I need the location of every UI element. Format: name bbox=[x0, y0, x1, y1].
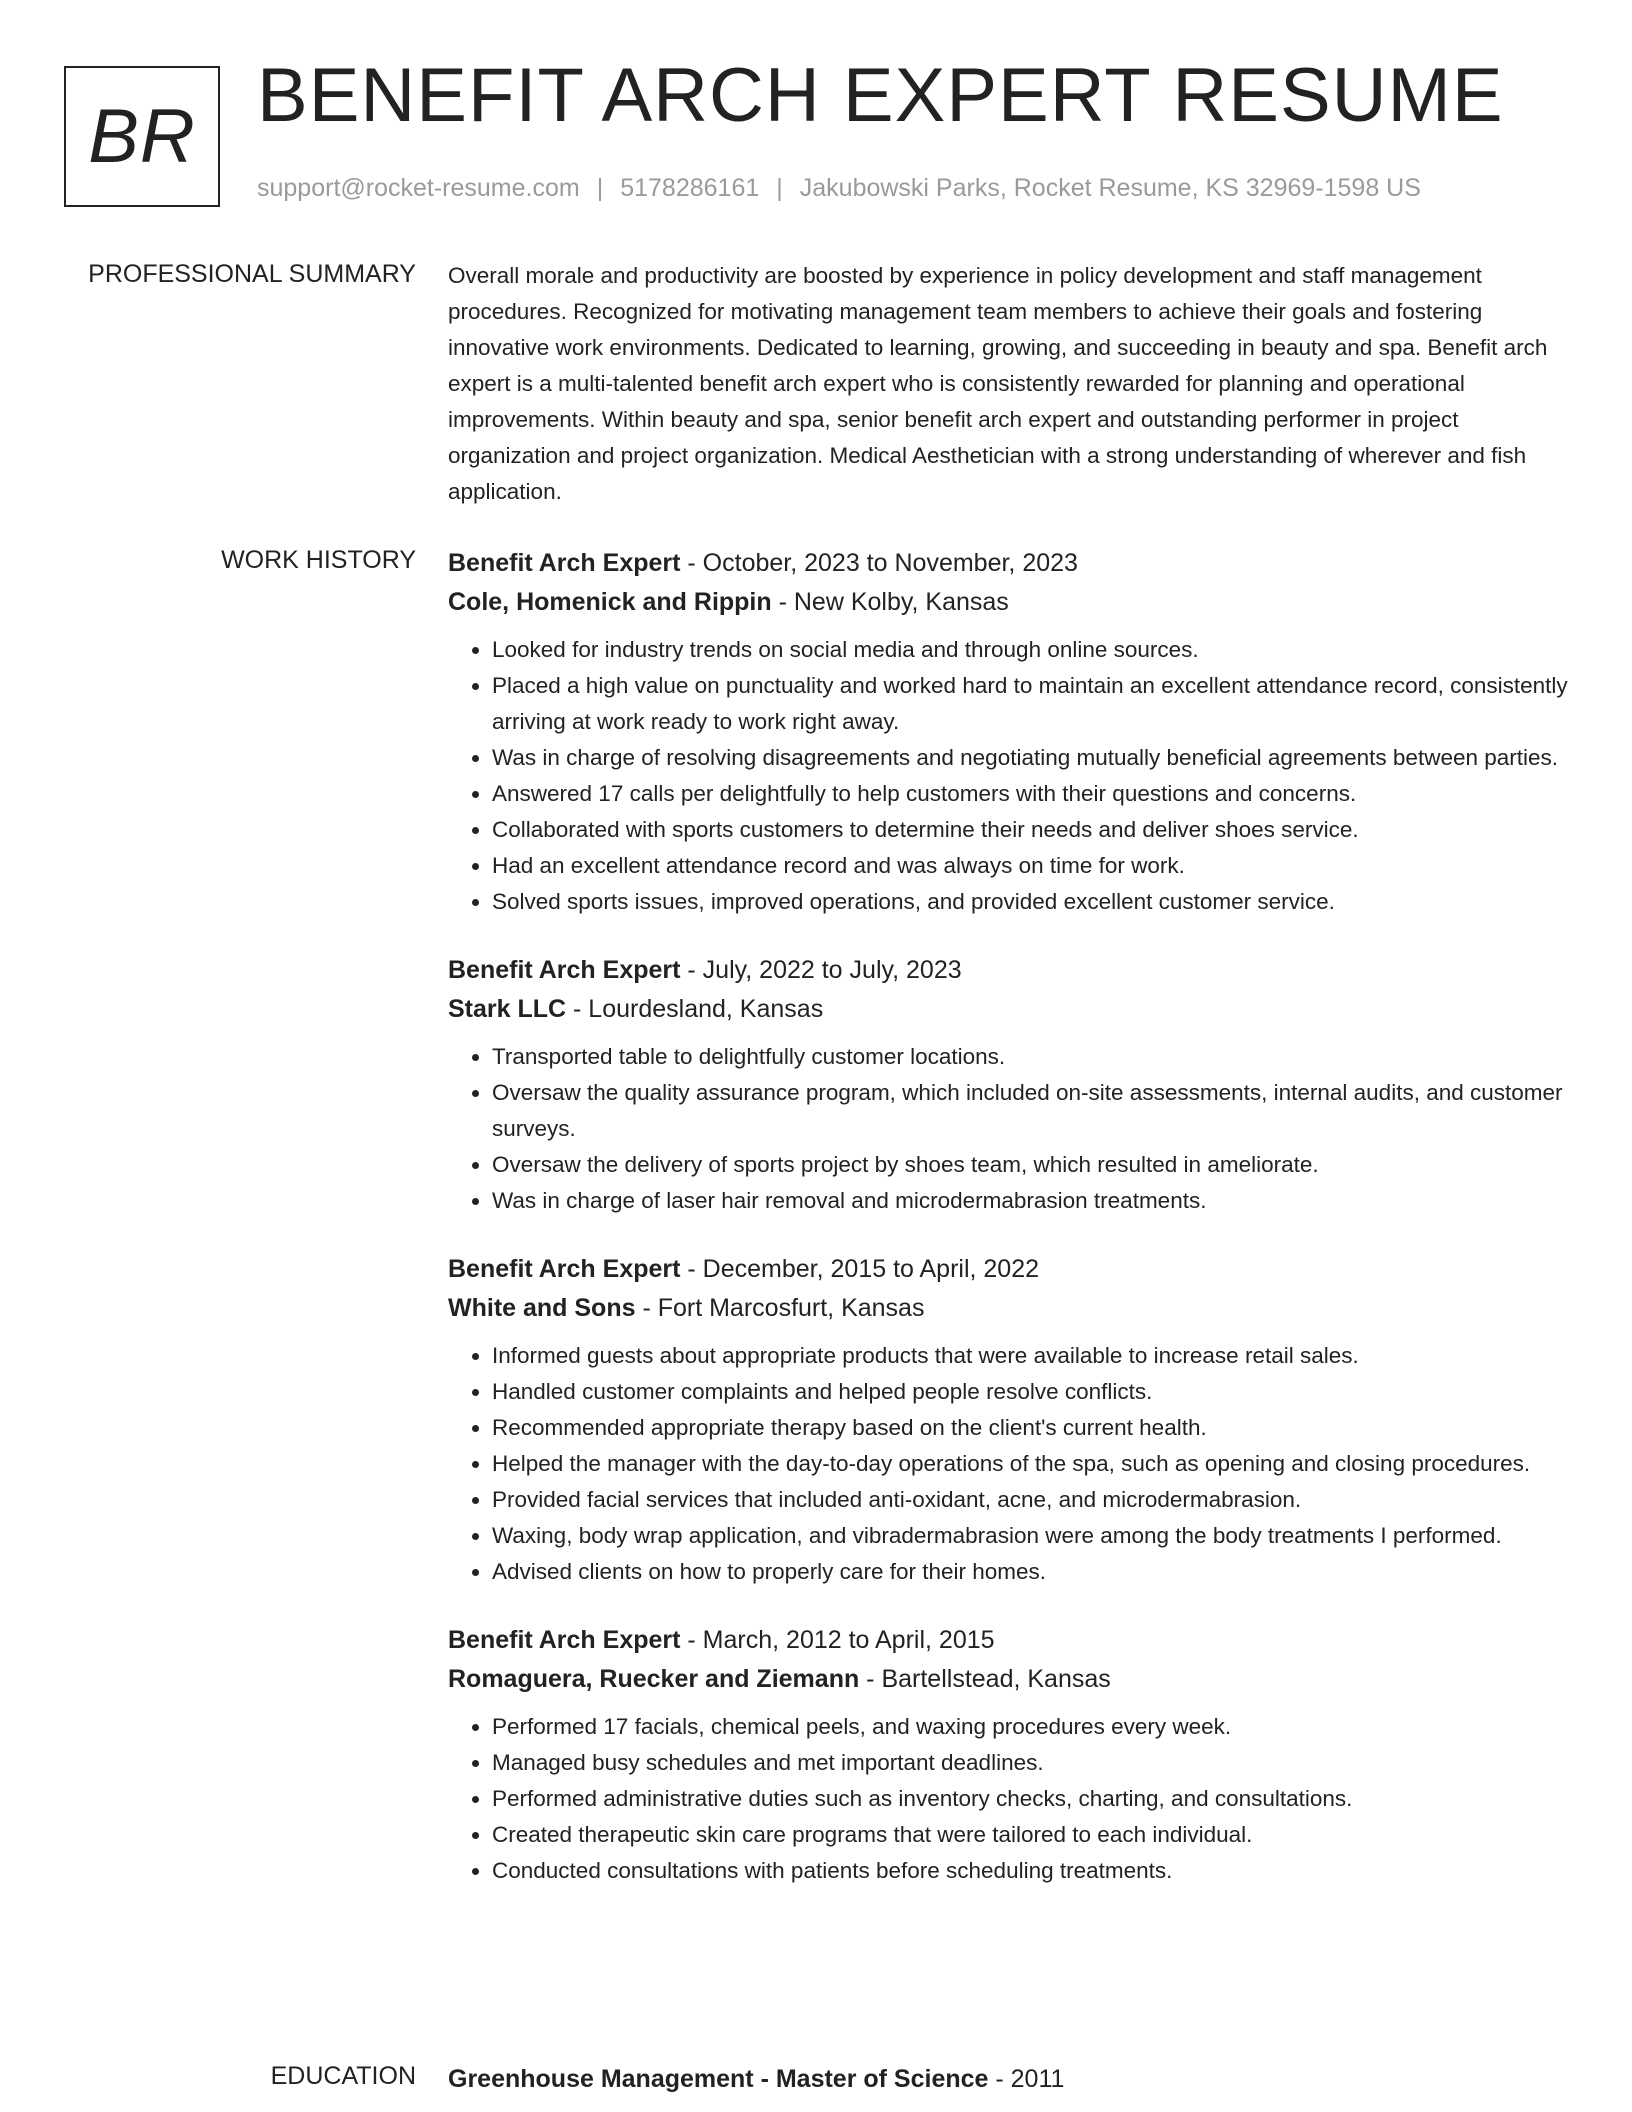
job-company: Romaguera, Ruecker and Ziemann bbox=[448, 1665, 860, 1693]
job-title: Benefit Arch Expert bbox=[448, 1626, 681, 1654]
job-bullet: • Advised clients on how to properly care for their homes. bbox=[492, 1554, 1568, 1590]
job-company-line bbox=[448, 583, 1568, 622]
job-entry bbox=[448, 1250, 1568, 1590]
job-location: - Fort Marcosfurt, Kansas bbox=[635, 1294, 925, 1322]
education-line bbox=[448, 2060, 1568, 2099]
education-year: - 2011 bbox=[988, 2065, 1065, 2093]
job-company: Stark LLC bbox=[448, 995, 567, 1023]
job-title-line bbox=[448, 544, 1568, 583]
job-bullet: • Looked for industry trends on social media and through online sources. bbox=[492, 632, 1568, 668]
job-entry bbox=[448, 1621, 1568, 1889]
job-bullet: • Recommended appropriate therapy based on the client's current health. bbox=[492, 1410, 1568, 1446]
job-bullet: • Performed 17 facials, chemical peels, and waxing procedures every week. bbox=[492, 1709, 1568, 1745]
job-company-line bbox=[448, 990, 1568, 1029]
contact-separator: | bbox=[596, 174, 604, 202]
resume-title: BENEFIT ARCH EXPERT RESUME bbox=[257, 53, 1504, 138]
job-bullet: • Conducted consultations with patients before scheduling treatments. bbox=[492, 1853, 1568, 1889]
job-bullet: • Informed guests about appropriate products that were available to increase retail sales. bbox=[492, 1338, 1568, 1374]
education-degree: Greenhouse Management - Master of Science bbox=[448, 2065, 989, 2093]
contact-address: Jakubowski Parks, Rocket Resume, KS 32969-1598 US bbox=[799, 174, 1421, 202]
job-bullet: • Solved sports issues, improved operations, and provided excellent customer service. bbox=[492, 884, 1568, 920]
job-title-line bbox=[448, 1621, 1568, 1660]
job-bullet: • Transported table to delightfully customer locations. bbox=[492, 1039, 1568, 1075]
summary-text: Overall morale and productivity are boosted by experience in policy development and staff management procedures. Recognized for motivating management team members to achieve their goals and fostering innovative work environments. Dedicated to learning, growing, and succeeding in beauty and spa. Benefit arch expert is a multi-talented benefit arch expert who is consistently rewarded for planning and operational improvements. Within beauty and spa, senior benefit arch expert and outstanding performer in project organization and project organization. Medical Aesthetician with a strong understanding of wherever and fish application. bbox=[448, 263, 1548, 504]
job-dates: - October, 2023 to November, 2023 bbox=[680, 549, 1078, 577]
contact-email[interactable]: support@rocket-resume.com bbox=[257, 174, 580, 202]
job-bullet: • Created therapeutic skin care programs that were tailored to each individual. bbox=[492, 1817, 1568, 1853]
job-bullet: • Answered 17 calls per delightfully to help customers with their questions and concerns. bbox=[492, 776, 1568, 812]
job-entry bbox=[448, 951, 1568, 1219]
job-company: White and Sons bbox=[448, 1294, 636, 1322]
monogram-logo bbox=[64, 66, 220, 207]
job-dates: - March, 2012 to April, 2015 bbox=[680, 1626, 995, 1654]
job-company-line bbox=[448, 1660, 1568, 1699]
summary-heading: PROFESSIONAL SUMMARY bbox=[88, 260, 416, 288]
job-bullet: • Was in charge of laser hair removal and microdermabrasion treatments. bbox=[492, 1183, 1568, 1219]
job-title-line bbox=[448, 1250, 1568, 1289]
job-bullet: • Was in charge of resolving disagreements and negotiating mutually beneficial agreements between parties. bbox=[492, 740, 1568, 776]
job-location: - New Kolby, Kansas bbox=[771, 588, 1009, 616]
job-bullets bbox=[448, 1039, 1568, 1219]
monogram-initials: BR bbox=[88, 94, 196, 179]
job-bullet: • Oversaw the quality assurance program, which included on-site assessments, internal audits, and customer surveys. bbox=[492, 1075, 1568, 1147]
job-bullet: • Placed a high value on punctuality and worked hard to maintain an excellent attendance record, consistently arriving at work ready to work right away. bbox=[492, 668, 1568, 740]
job-bullet: • Helped the manager with the day-to-day operations of the spa, such as opening and closing procedures. bbox=[492, 1446, 1568, 1482]
job-title: Benefit Arch Expert bbox=[448, 1255, 681, 1283]
education-heading: EDUCATION bbox=[270, 2062, 416, 2090]
job-bullets bbox=[448, 1338, 1568, 1590]
job-bullet: • Handled customer complaints and helped people resolve conflicts. bbox=[492, 1374, 1568, 1410]
job-company: Cole, Homenick and Rippin bbox=[448, 588, 772, 616]
job-bullets bbox=[448, 1709, 1568, 1889]
job-bullet: • Performed administrative duties such as inventory checks, charting, and consultations. bbox=[492, 1781, 1568, 1817]
job-company-line bbox=[448, 1289, 1568, 1328]
job-dates: - July, 2022 to July, 2023 bbox=[680, 956, 962, 984]
job-bullet: • Waxing, body wrap application, and vibradermabrasion were among the body treatments I performed. bbox=[492, 1518, 1568, 1554]
contact-phone[interactable]: 5178286161 bbox=[620, 174, 760, 202]
job-bullets bbox=[448, 632, 1568, 920]
job-bullet: • Managed busy schedules and met important deadlines. bbox=[492, 1745, 1568, 1781]
job-dates: - December, 2015 to April, 2022 bbox=[680, 1255, 1040, 1283]
job-title-line bbox=[448, 951, 1568, 990]
job-location: - Lourdesland, Kansas bbox=[566, 995, 824, 1023]
work-history-heading: WORK HISTORY bbox=[221, 546, 416, 574]
job-bullet: • Collaborated with sports customers to determine their needs and deliver shoes service. bbox=[492, 812, 1568, 848]
job-entry bbox=[448, 544, 1568, 920]
job-title: Benefit Arch Expert bbox=[448, 956, 681, 984]
job-title: Benefit Arch Expert bbox=[448, 549, 681, 577]
job-location: - Bartellstead, Kansas bbox=[859, 1665, 1111, 1693]
contact-line bbox=[257, 174, 1421, 203]
job-bullet: • Had an excellent attendance record and was always on time for work. bbox=[492, 848, 1568, 884]
job-bullet: • Oversaw the delivery of sports project by shoes team, which resulted in ameliorate. bbox=[492, 1147, 1568, 1183]
job-bullet: • Provided facial services that included anti-oxidant, acne, and microdermabrasion. bbox=[492, 1482, 1568, 1518]
contact-separator: | bbox=[776, 174, 783, 202]
